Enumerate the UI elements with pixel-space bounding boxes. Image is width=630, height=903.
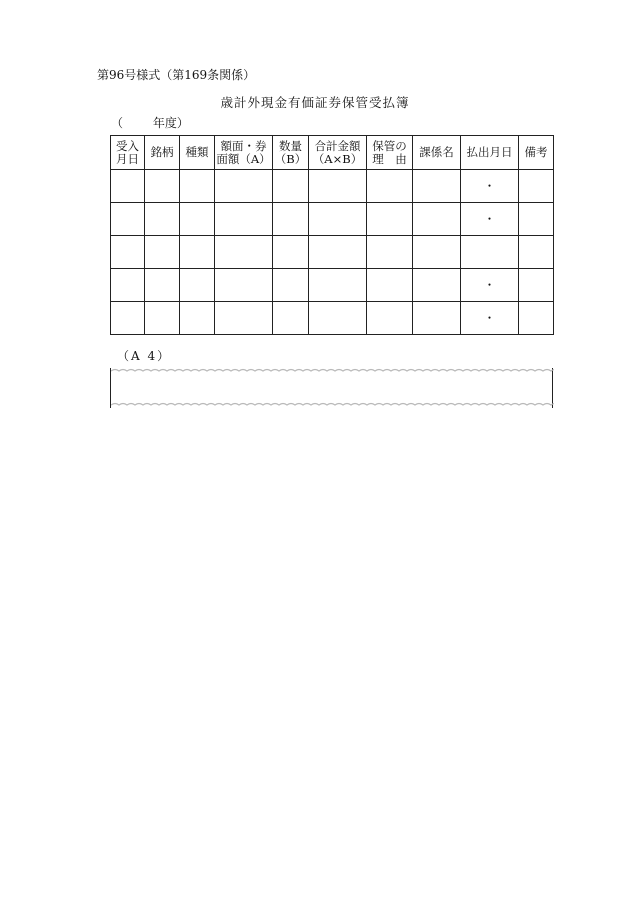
table-cell[interactable] (273, 269, 309, 302)
gap-cell (309, 236, 367, 269)
table-row (111, 203, 554, 236)
table-cell[interactable] (215, 269, 273, 302)
fiscal-year-open-paren: （ (111, 116, 124, 130)
column-header (413, 136, 461, 170)
form-number: 第96号様式（第169条関係） (97, 68, 256, 82)
gap-cell (145, 236, 180, 269)
gap-cell (519, 236, 554, 269)
table-cell[interactable] (519, 269, 554, 302)
table-cell[interactable] (215, 302, 273, 335)
table-cell[interactable] (309, 269, 367, 302)
table-cell[interactable] (519, 170, 554, 203)
table-cell[interactable] (367, 302, 413, 335)
table-cell[interactable] (413, 203, 461, 236)
table-cell[interactable] (180, 302, 215, 335)
table-cell[interactable] (145, 269, 180, 302)
table-cell[interactable] (111, 203, 145, 236)
table-cell[interactable] (145, 203, 180, 236)
table-cell[interactable] (180, 170, 215, 203)
table-cell[interactable] (309, 302, 367, 335)
gap-cell (215, 236, 273, 269)
table-row (111, 302, 554, 335)
table-cell[interactable] (413, 302, 461, 335)
column-header-line: 月日 (116, 151, 139, 166)
table-cell[interactable] (180, 203, 215, 236)
column-header-line: 備考 (524, 145, 548, 159)
document-title: 歳計外現金有価証券保管受払簿 (220, 95, 410, 110)
table-cell[interactable] (111, 302, 145, 335)
column-header-line: （B） (274, 151, 307, 166)
table-cell[interactable] (273, 170, 309, 203)
column-header-line: 種類 (185, 145, 209, 159)
paper-size-note: （A 4） (117, 349, 172, 363)
gap-cell (273, 236, 309, 269)
table-cell[interactable] (215, 170, 273, 203)
column-header-line: （A×B） (312, 151, 363, 166)
table-cell[interactable] (145, 302, 180, 335)
table-row (111, 170, 554, 203)
column-header (145, 136, 180, 170)
fiscal-year-text: 年度） (152, 116, 189, 130)
table-cell[interactable] (367, 170, 413, 203)
ledger-table (110, 135, 554, 335)
column-header-line: 理 由 (372, 151, 407, 166)
gap-cell (111, 236, 145, 269)
column-header (273, 136, 309, 170)
table-cell[interactable]: ・ (461, 269, 519, 302)
table-cell[interactable] (367, 269, 413, 302)
ledger-table-wrapper (110, 135, 553, 337)
column-header (519, 136, 554, 170)
table-cell[interactable] (145, 170, 180, 203)
fiscal-year-label (111, 114, 189, 131)
column-header-line: 合計金額 (314, 138, 361, 153)
table-cell[interactable] (273, 302, 309, 335)
column-header (461, 136, 519, 170)
table-cell[interactable] (273, 203, 309, 236)
table-cell[interactable] (413, 269, 461, 302)
table-cell[interactable] (309, 203, 367, 236)
table-cell[interactable] (180, 269, 215, 302)
column-header-line: 数量 (279, 138, 302, 153)
gap-cell (413, 236, 461, 269)
column-header-line: 面額（A） (216, 151, 271, 166)
column-header-line: 課係名 (419, 145, 454, 159)
table-cell[interactable] (519, 203, 554, 236)
gap-cell (461, 236, 519, 269)
column-header-line: 銘柄 (150, 145, 174, 159)
column-header-line: 保管の (372, 138, 407, 153)
table-break-band (110, 368, 553, 408)
table-cell[interactable] (367, 203, 413, 236)
column-header-line: 受入 (116, 138, 139, 153)
omitted-rows-gap (111, 236, 554, 269)
column-header (215, 136, 273, 170)
table-cell[interactable] (413, 170, 461, 203)
table-cell[interactable] (309, 170, 367, 203)
table-cell[interactable] (215, 203, 273, 236)
table-cell[interactable] (519, 302, 554, 335)
column-header (111, 136, 145, 170)
column-header-line: 額面・券 (220, 138, 267, 153)
table-cell[interactable] (111, 269, 145, 302)
column-header (367, 136, 413, 170)
gap-cell (367, 236, 413, 269)
header-row (111, 136, 554, 170)
table-cell[interactable]: ・ (461, 302, 519, 335)
column-header-line: 払出月日 (466, 145, 513, 159)
gap-cell (180, 236, 215, 269)
column-header (180, 136, 215, 170)
table-cell[interactable]: ・ (461, 203, 519, 236)
column-header (309, 136, 367, 170)
table-cell[interactable]: ・ (461, 170, 519, 203)
table-row (111, 269, 554, 302)
table-cell[interactable] (111, 170, 145, 203)
wavy-break-lines (111, 368, 554, 408)
